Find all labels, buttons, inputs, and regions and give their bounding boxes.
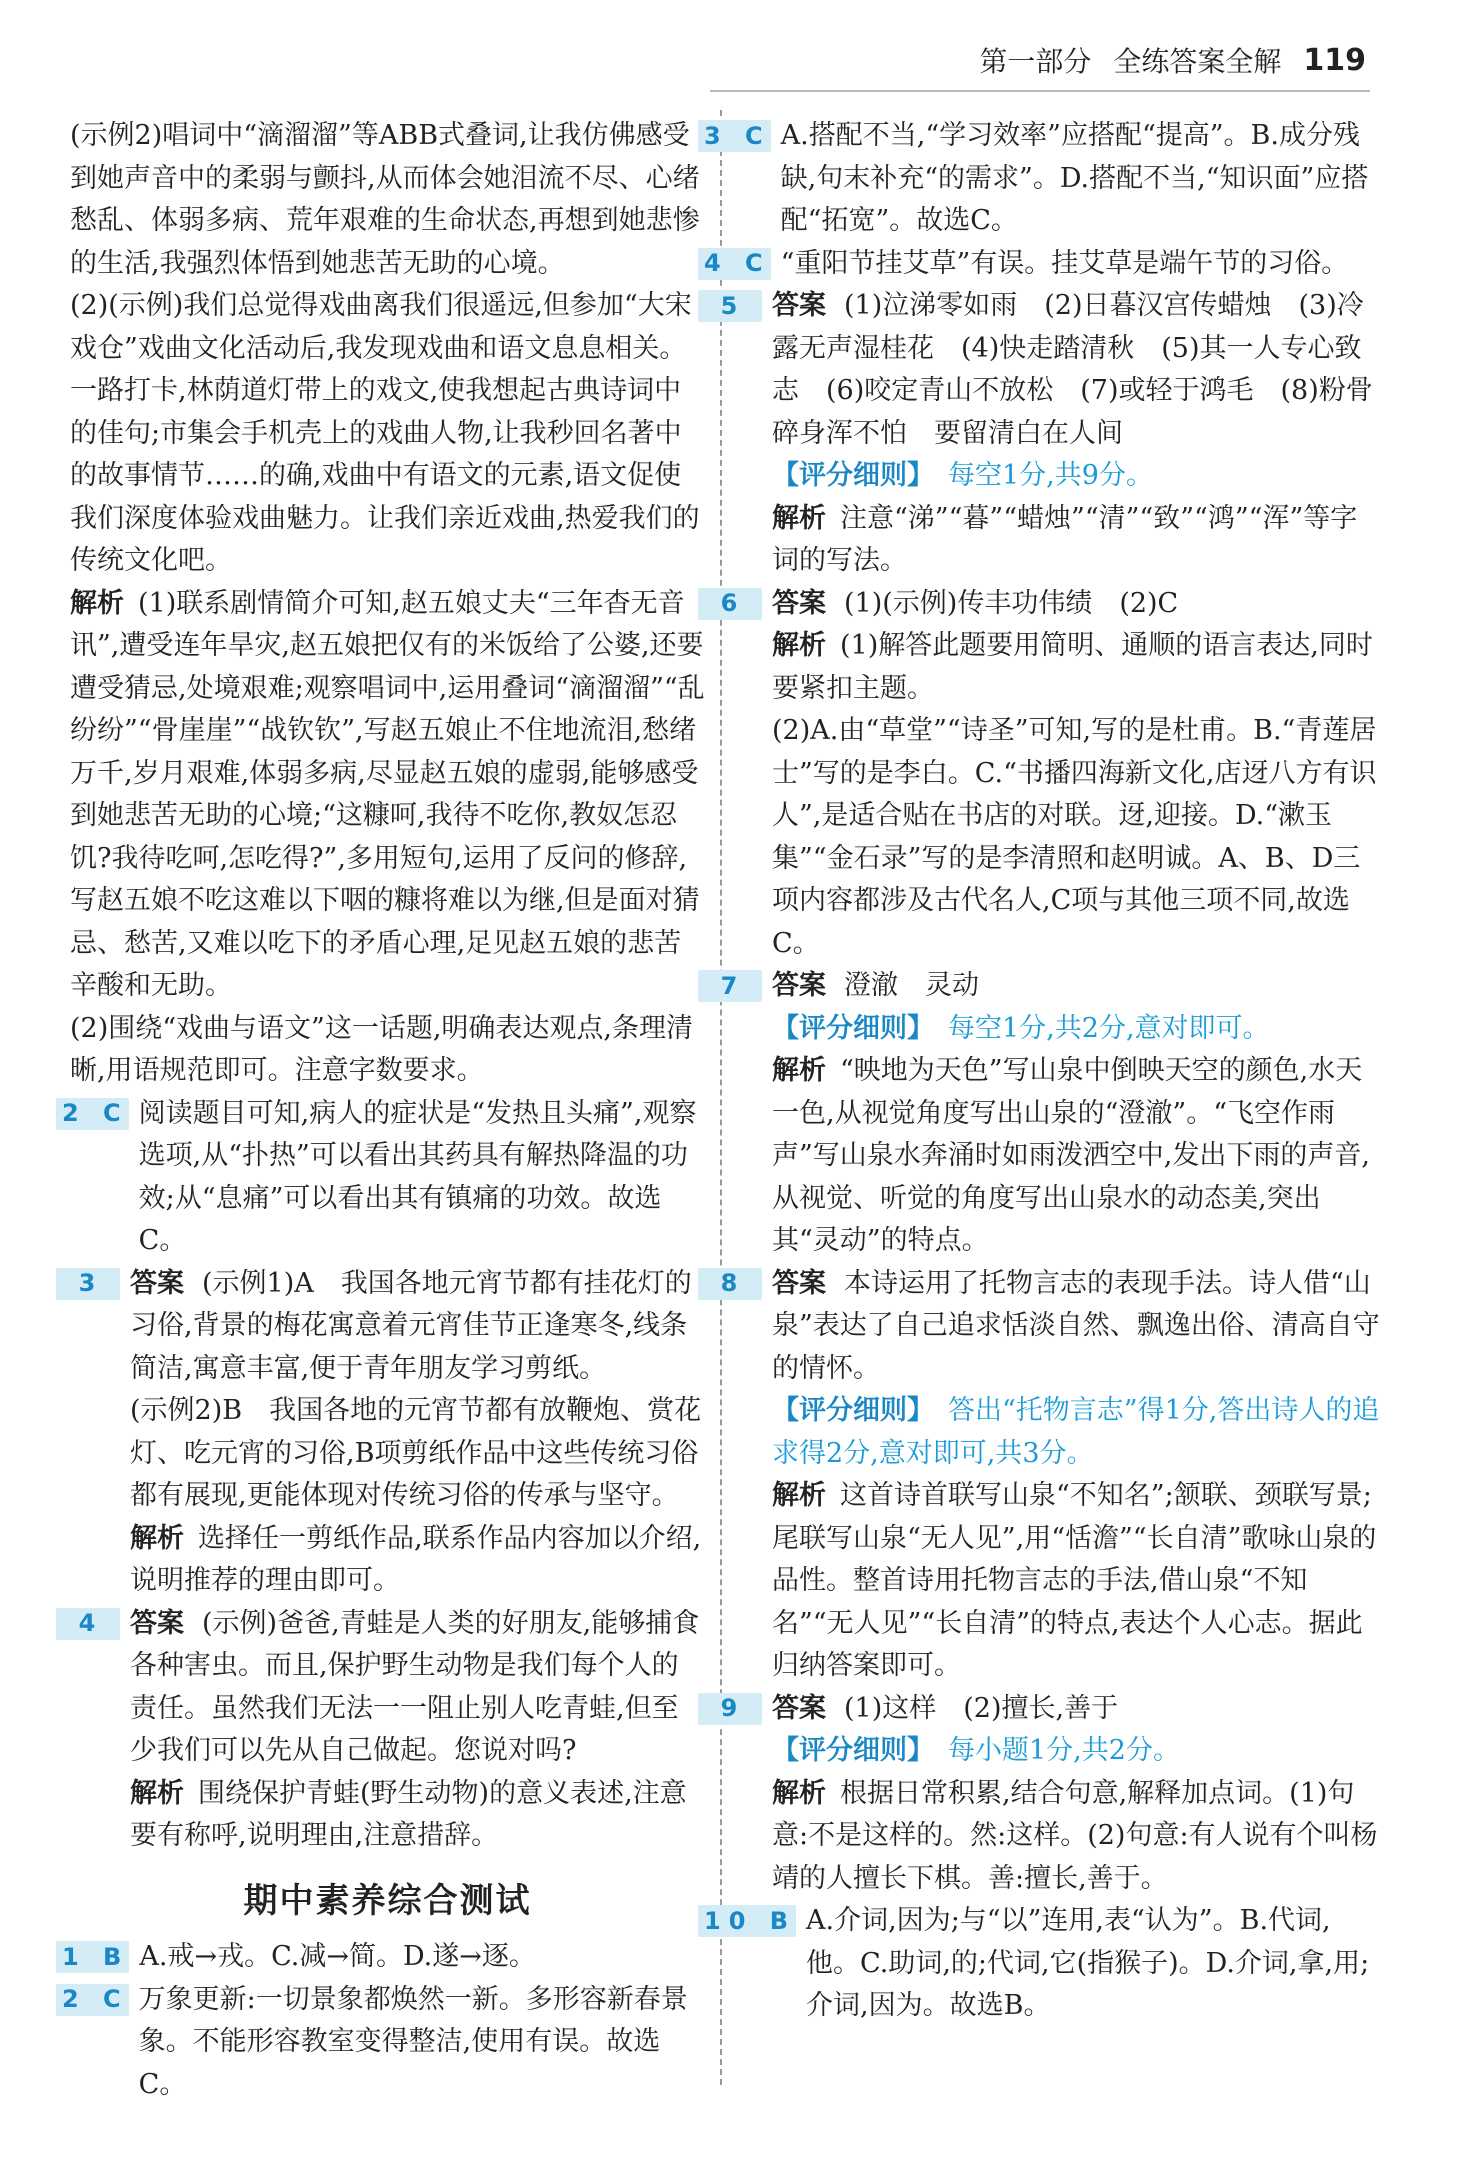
answer-text: “重阳节挂艾草”有误。挂艾草是端午节的习俗。 bbox=[780, 247, 1349, 279]
paragraph: (2)(示例)我们总觉得戏曲离我们很遥远,但参加“大宋戏仓”戏曲文化活动后,我发现戏曲和语文息息相关。一路打卡,林荫道灯带上的戏文,使我想起古典诗词中的佳句;市集会手机壳上的戏曲人物,让我秒回名著中的故事情节……的确,戏曲中有语文的元素,语文促使我们深度体验戏曲魅力。让我们亲近戏曲,热爱我们的传统文化吧。 bbox=[70, 290, 700, 576]
answer-item-r9 bbox=[712, 1688, 1384, 1901]
answer-label: 答案 bbox=[130, 1607, 184, 1639]
header-title: 全练答案全解 bbox=[1113, 45, 1282, 78]
answer-badge: 1 B bbox=[56, 1941, 129, 1973]
answer-label: 答案 bbox=[130, 1267, 184, 1299]
right-column bbox=[704, 115, 1384, 2028]
answer-item-r8 bbox=[712, 1263, 1384, 1688]
analysis-line bbox=[772, 625, 1384, 710]
answer-label: 答案 bbox=[772, 587, 826, 619]
answer-badge: 3 C bbox=[698, 120, 771, 152]
answer-content bbox=[772, 1688, 1384, 1901]
rubric-line bbox=[772, 1008, 1384, 1051]
analysis-line bbox=[772, 1475, 1384, 1688]
answer-label: 答案 bbox=[772, 1692, 826, 1724]
answer-text: 阅读题目可知,病人的症状是“发热且头痛”,观察选项,从“扑热”可以看出其药具有解热降温的功效;从“息痛”可以看出其有镇痛的功效。故选C。 bbox=[138, 1097, 697, 1256]
analysis-text: “映地为天色”写山泉中倒映天空的颜色,水天一色,从视觉角度写出山泉的“澄澈”。“飞空作雨声”写山泉水奔涌时如雨泼洒空中,发出下雨的声音,从视觉、听觉的角度写出山泉水的动态美,突出其“灵动”的特点。 bbox=[772, 1055, 1370, 1256]
answer-line bbox=[772, 583, 1384, 626]
answer-text: (示例2)B 我国各地的元宵节都有放鞭炮、赏花灯、吃元宵的习俗,B项剪纸作品中这些传统习俗都有展现,更能体现对传统习俗的传承与坚守。 bbox=[130, 1395, 702, 1511]
left-column bbox=[62, 115, 705, 2106]
answer-content bbox=[130, 1263, 705, 1603]
answer-text: (示例1)A 我国各地元宵节都有挂花灯的习俗,背景的梅花寓意着元宵佳节正逢寒冬,线条简洁,寓意丰富,便于青年朋友学习剪纸。 bbox=[130, 1267, 692, 1384]
answer-item-m2 bbox=[62, 1979, 705, 2107]
analysis-label: 解析 bbox=[772, 630, 826, 661]
rubric-text: 答出“托物言志”得1分,答出诗人的追求得2分,意对即可,共3分。 bbox=[772, 1395, 1380, 1469]
answer-content bbox=[130, 1603, 705, 1858]
answer-item-4 bbox=[70, 1603, 705, 1858]
answer-content bbox=[772, 583, 1384, 966]
answer-badge: 4 C bbox=[698, 248, 771, 280]
analysis-line bbox=[772, 1773, 1384, 1901]
analysis-text: (1)解答此题要用简明、通顺的语言表达,同时要紧扣主题。 bbox=[772, 630, 1373, 704]
section-title: 期中素养综合测试 bbox=[243, 1880, 532, 1921]
analysis-line bbox=[772, 1050, 1384, 1263]
answer-badge: 2 C bbox=[56, 1098, 129, 1130]
answer-item-r3 bbox=[704, 115, 1384, 243]
page-number: 119 bbox=[1303, 42, 1366, 78]
answer-item-r7 bbox=[712, 965, 1384, 1263]
answer-label: 答案 bbox=[772, 970, 826, 1001]
analysis-text: (1)联系剧情简介可知,赵五娘丈夫“三年杳无音讯”,遭受连年旱灾,赵五娘把仅有的米饭给了公婆,还要遭受猜忌,处境艰难;观察唱词中,运用叠词“滴溜溜”“乱纷纷”“骨崖崖”“战钦钦”,写赵五娘止不住地流泪,愁绪万千,岁月艰难,体弱多病,尽显赵五娘的虚弱,能够感受到她悲苦无助的心境;“这糠呵,我待不吃你,教奴怎忍饥?我待吃呵,怎吃得?”,多用短句,运用了反问的修辞,写赵五娘不吃这难以下咽的糠将难以为继,但是面对猜忌、愁苦,又难以吃下的矛盾心理,足见赵五娘的悲苦辛酸和无助。 bbox=[70, 587, 705, 1001]
rubric-tag: 【评分细则】 bbox=[772, 460, 934, 491]
answer-item-r10 bbox=[704, 1900, 1384, 2028]
rubric-text: 每空1分,共9分。 bbox=[948, 460, 1153, 491]
rubric-tag: 【评分细则】 bbox=[772, 1395, 934, 1426]
answer-text: (1)(示例)传丰功伟绩 (2)C bbox=[844, 587, 1179, 619]
analysis-line bbox=[130, 1773, 705, 1858]
rubric-tag: 【评分细则】 bbox=[772, 1735, 934, 1766]
analysis-label: 解析 bbox=[70, 587, 124, 619]
answer-line bbox=[130, 1263, 705, 1391]
answer-badge: 2 C bbox=[56, 1984, 129, 2016]
answer-label: 答案 bbox=[772, 290, 826, 321]
answer-badge: 3 bbox=[56, 1268, 120, 1300]
analysis-text: 选择任一剪纸作品,联系作品内容加以介绍,说明推荐的理由即可。 bbox=[130, 1522, 702, 1596]
analysis-line bbox=[130, 1518, 705, 1603]
answer-line bbox=[772, 1688, 1384, 1731]
answer-line bbox=[130, 1603, 705, 1773]
answer-line bbox=[772, 965, 1384, 1008]
header-rule bbox=[710, 90, 1370, 92]
answer-item-3 bbox=[70, 1263, 705, 1603]
answer-item-r4 bbox=[704, 243, 1384, 286]
analysis-label: 解析 bbox=[772, 502, 826, 534]
answer-text: (示例)爸爸,青蛙是人类的好朋友,能够捕食各种害虫。而且,保护野生动物是我们每个人的责任。虽然我们无法一一阻止别人吃青蛙,但至少我们可以先从自己做起。您说对吗? bbox=[130, 1607, 700, 1766]
rubric-text: 每小题1分,共2分。 bbox=[948, 1735, 1180, 1766]
answer-text: (1)这样 (2)擅长,善于 bbox=[844, 1692, 1119, 1724]
answer-item-r5 bbox=[712, 285, 1384, 583]
answer-item-2 bbox=[62, 1093, 705, 1263]
answer-text: A.搭配不当,“学习效率”应搭配“提高”。B.成分残缺,句末补充“的需求”。D.搭配不当,“知识面”应搭配“拓宽”。故选C。 bbox=[780, 120, 1369, 236]
header-part: 第一部分 bbox=[979, 45, 1092, 78]
answer-content bbox=[772, 965, 1384, 1263]
analysis-label: 解析 bbox=[772, 1777, 826, 1809]
answer-badge: 6 bbox=[698, 588, 762, 620]
answer-text: A.戒→戎。C.减→简。D.遂→逐。 bbox=[139, 1941, 536, 1972]
answer-badge: 4 bbox=[56, 1608, 120, 1640]
page-header bbox=[979, 30, 1366, 90]
analysis-text: 这首诗首联写山泉“不知名”;颔联、颈联写景;尾联写山泉“无人见”,用“恬澹”“长自清”歌咏山泉的品性。整首诗用托物言志的手法,借山泉“不知名”“无人见”“长自清”的特点,表达个人心志。据此归纳答案即可。 bbox=[772, 1480, 1377, 1681]
analysis-label: 解析 bbox=[772, 1055, 826, 1086]
rubric-line bbox=[772, 455, 1384, 498]
analysis-text: 根据日常积累,结合句意,解释加点词。(1)句意:不是这样的。然:这样。(2)句意:有人说有个叫杨靖的人擅长下棋。善:擅长,善于。 bbox=[772, 1777, 1378, 1894]
answer-line bbox=[772, 1263, 1384, 1391]
analysis-label: 解析 bbox=[130, 1777, 184, 1809]
answer-text: 本诗运用了托物言志的表现手法。诗人借“山泉”表达了自己追求恬淡自然、飘逸出俗、清高自守的情怀。 bbox=[772, 1267, 1380, 1384]
answer-content bbox=[772, 1263, 1384, 1688]
analysis-line bbox=[772, 498, 1384, 583]
answer-text: 万象更新:一切景象都焕然一新。多形容新春景象。不能形容教室变得整洁,使用有误。故选C。 bbox=[138, 1983, 688, 2100]
analysis-text: 围绕保护青蛙(野生动物)的意义表述,注意要有称呼,说明理由,注意措辞。 bbox=[130, 1777, 687, 1851]
answer-content bbox=[772, 285, 1384, 583]
answer-label: 答案 bbox=[772, 1267, 826, 1299]
analysis-paragraph bbox=[70, 583, 705, 1008]
rubric-tag: 【评分细则】 bbox=[772, 1012, 934, 1044]
answer-badge: 9 bbox=[698, 1693, 762, 1725]
analysis-label: 解析 bbox=[130, 1522, 184, 1554]
answer-badge: 10 B bbox=[698, 1905, 796, 1937]
paragraph: (示例2)唱词中“滴溜溜”等ABB式叠词,让我仿佛感受到她声音中的柔弱与颤抖,从而体会她泪流不尽、心绪愁乱、体弱多病、荒年艰难的生命状态,再想到她悲惨的生活,我强烈体悟到她悲苦无助的心境。 bbox=[70, 120, 700, 279]
answer-text: (1)泣涕零如雨 (2)日暮汉宫传蜡烛 (3)冷露无声湿桂花 (4)快走踏清秋 (5)其一人专心致志 (6)咬定青山不放松 (7)或轻于鸿毛 (8)粉骨碎身浑不怕 要留清白在人间 bbox=[772, 290, 1373, 449]
answer-badge: 5 bbox=[698, 290, 762, 322]
analysis-label: 解析 bbox=[772, 1480, 826, 1511]
rubric-text: 每空1分,共2分,意对即可。 bbox=[948, 1012, 1270, 1044]
analysis-text: (2)A.由“草堂”“诗圣”可知,写的是杜甫。B.“青莲居士”写的是李白。C.“书播四海新文化,店迓八方有识人”,是适合贴在书店的对联。迓,迎接。D.“漱玉集”“金石录”写的是李清照和赵明诚。A、B、D三项内容都涉及古代名人,C项与其他三项不同,故选C。 bbox=[772, 715, 1377, 959]
answer-text: 澄澈 灵动 bbox=[844, 970, 979, 1001]
answer-item-m1 bbox=[62, 1936, 705, 1979]
answer-item-r6 bbox=[712, 583, 1384, 966]
analysis-text: 注意“涕”“暮”“蜡烛”“清”“致”“鸿”“浑”等字词的写法。 bbox=[772, 502, 1358, 576]
answer-text: A.介词,因为;与“以”连用,表“认为”。B.代词,他。C.助词,的;代词,它(指猴子)。D.介词,拿,用;介词,因为。故选B。 bbox=[806, 1905, 1370, 2021]
rubric-line bbox=[772, 1390, 1384, 1475]
answer-badge: 7 bbox=[698, 970, 762, 1002]
answer-badge: 8 bbox=[698, 1268, 762, 1300]
rubric-line bbox=[772, 1730, 1384, 1773]
answer-line bbox=[772, 285, 1384, 455]
paragraph: (2)围绕“戏曲与语文”这一话题,明确表达观点,条理清晰,用语规范即可。注意字数要求。 bbox=[70, 1012, 694, 1086]
